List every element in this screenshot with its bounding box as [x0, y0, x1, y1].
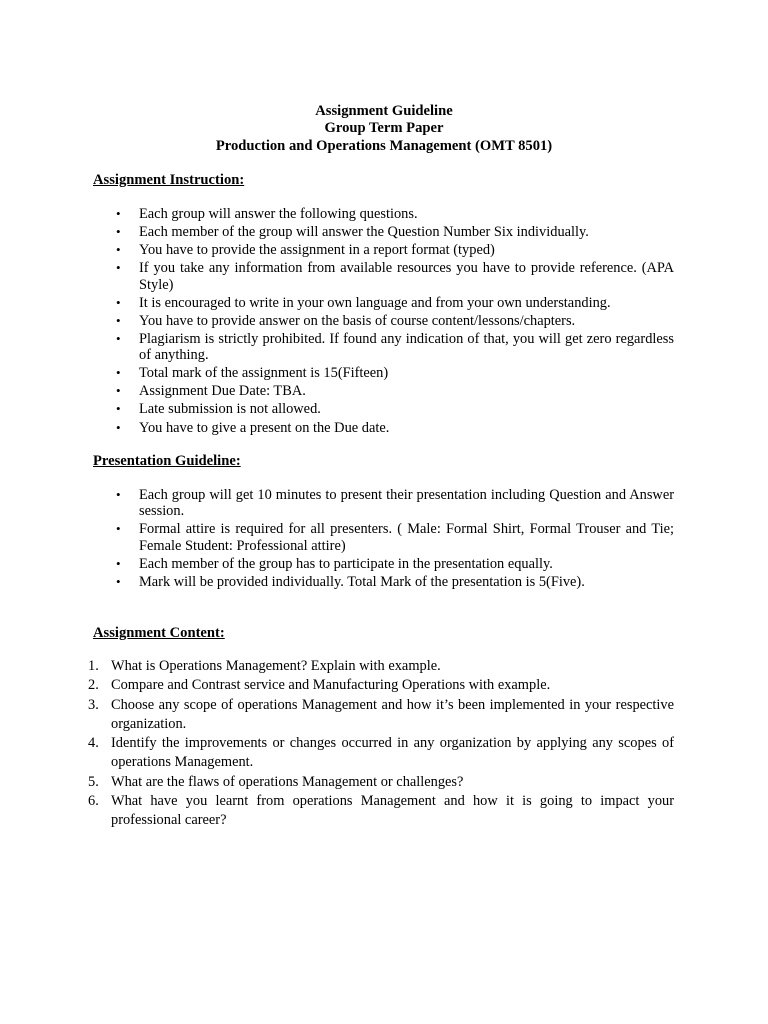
instruction-item-text: Assignment Due Date: TBA. — [139, 383, 306, 400]
instruction-item-text: You have to give a present on the Due date. — [139, 419, 390, 436]
item-number: 5. — [88, 773, 99, 790]
content-item — [0, 792, 768, 831]
presentation-list — [0, 487, 768, 592]
instruction-item — [0, 313, 768, 329]
instruction-item — [0, 420, 768, 436]
content-item-text: Compare and Contrast service and Manufacturing Operations with example. — [111, 677, 551, 694]
item-number: 1. — [88, 658, 99, 674]
instruction-item — [0, 224, 768, 240]
bullet-icon: • — [116, 555, 121, 571]
bullet-icon: • — [116, 260, 121, 276]
instruction-item-text: If you take any information from available resources you have to provide reference. (APA Style) — [139, 260, 674, 293]
instruction-item — [0, 206, 768, 222]
instruction-item — [0, 331, 768, 364]
instruction-item — [0, 365, 768, 381]
instruction-item-text: Plagiarism is strictly prohibited. If found any indication of that, you will get zero regardless of anything. — [139, 330, 674, 364]
content-item-text: What have you learnt from operations Management and how it is going to impact your professional career? — [111, 793, 674, 829]
content-item — [0, 696, 768, 735]
title-group-term-paper: Group Term Paper — [324, 120, 444, 137]
instruction-item-text: Total mark of the assignment is 15(Fifteen) — [139, 365, 389, 382]
item-number: 6. — [88, 793, 99, 810]
content-item — [0, 676, 768, 695]
instruction-item-text: You have to provide answer on the basis of course content/lessons/chapters. — [139, 312, 576, 329]
bullet-icon: • — [116, 242, 121, 258]
content-item — [0, 773, 768, 792]
content-item — [0, 734, 768, 773]
instruction-list — [0, 206, 768, 438]
content-item-text: What are the flaws of operations Management or challenges? — [111, 773, 464, 790]
presentation-item-text: Formal attire is required for all presenters. ( Male: Formal Shirt, Formal Trouser and Tie; Female Student: Professional attire) — [139, 521, 674, 554]
presentation-item — [0, 521, 768, 554]
instruction-item-text: Late submission is not allowed. — [139, 401, 321, 418]
instruction-item-text: You have to provide the assignment in a report format (typed) — [139, 242, 495, 259]
bullet-icon: • — [116, 419, 121, 435]
instruction-item — [0, 242, 768, 258]
instruction-item-text: Each group will answer the following questions. — [139, 206, 418, 222]
bullet-icon: • — [116, 206, 121, 221]
presentation-item-text: Each member of the group has to participate in the presentation equally. — [139, 555, 553, 572]
presentation-item-text: Each group will get 10 minutes to present their presentation including Question and Answer session. — [139, 487, 674, 520]
title-course-name: Production and Operations Management (OMT 8501) — [215, 137, 553, 154]
instruction-item-text: Each member of the group will answer the Question Number Six individually. — [139, 224, 589, 241]
presentation-item — [0, 556, 768, 572]
title-assignment-guideline: Assignment Guideline — [315, 103, 453, 119]
item-number: 2. — [88, 677, 99, 694]
content-item-text: What is Operations Management? Explain with example. — [111, 658, 441, 674]
instruction-item-text: It is encouraged to write in your own language and from your own understanding. — [139, 294, 611, 311]
bullet-icon: • — [116, 401, 121, 417]
instruction-item — [0, 260, 768, 293]
bullet-icon: • — [116, 573, 121, 589]
content-item — [0, 657, 768, 676]
heading-presentation-guideline: Presentation Guideline: — [93, 453, 241, 469]
bullet-icon: • — [116, 294, 121, 310]
heading-assignment-instruction: Assignment Instruction: — [93, 172, 245, 188]
content-item-text: Choose any scope of operations Management and how it’s been implemented in your respective organization. — [111, 696, 674, 732]
presentation-item — [0, 487, 768, 520]
instruction-item — [0, 295, 768, 311]
bullet-icon: • — [116, 312, 121, 328]
content-list — [0, 657, 768, 831]
heading-assignment-content: Assignment Content: — [93, 625, 225, 641]
bullet-icon: • — [116, 487, 121, 502]
presentation-item-text: Mark will be provided individually. Total Mark of the presentation is 5(Five). — [139, 573, 585, 590]
instruction-item — [0, 401, 768, 417]
item-number: 4. — [88, 735, 99, 752]
bullet-icon: • — [116, 224, 121, 240]
bullet-icon: • — [116, 521, 121, 537]
instruction-item — [0, 383, 768, 399]
bullet-icon: • — [116, 330, 121, 346]
bullet-icon: • — [116, 365, 121, 381]
item-number: 3. — [88, 696, 99, 713]
presentation-item — [0, 574, 768, 590]
bullet-icon: • — [116, 383, 121, 399]
title-block — [0, 103, 768, 155]
content-item-text: Identify the improvements or changes occurred in any organization by applying any scopes of operations Management. — [111, 735, 674, 771]
